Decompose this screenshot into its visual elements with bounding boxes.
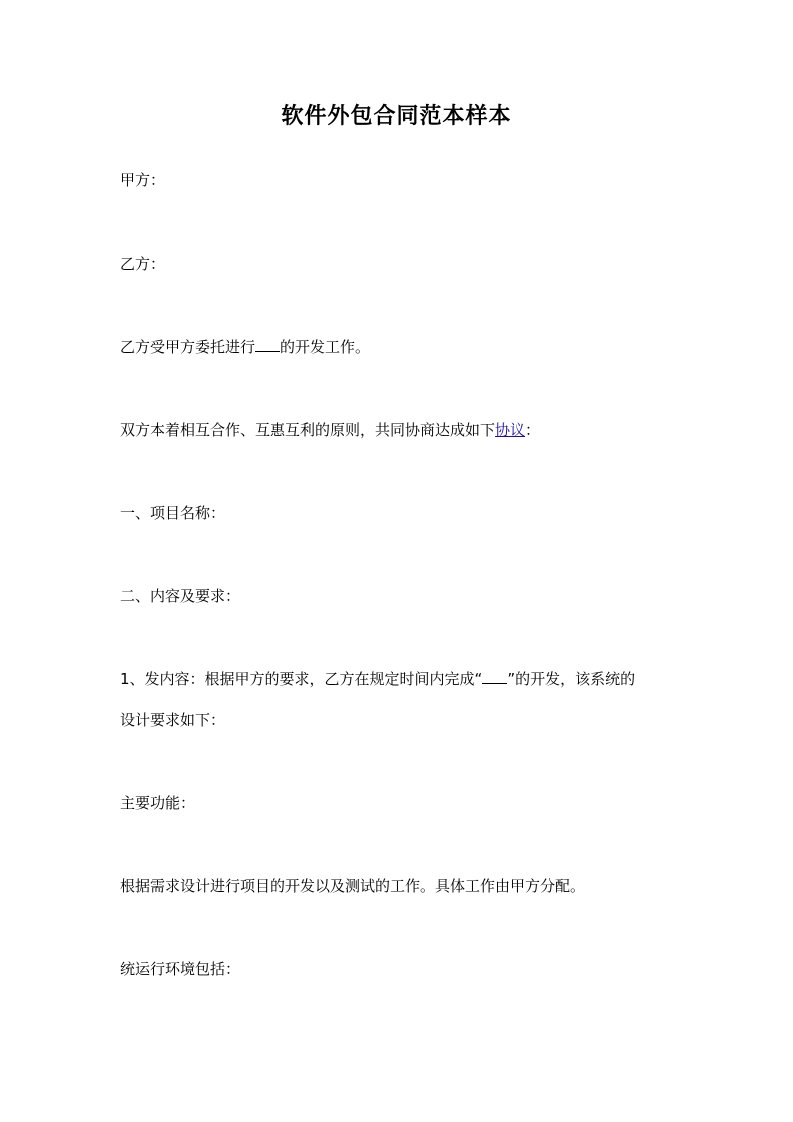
agreement-link[interactable]: 协议 [495,421,526,439]
item1-paragraph [120,669,680,689]
section-one-heading: 一、项目名称： [120,504,226,522]
section-two-heading: 二、内容及要求： [120,587,241,605]
agreement-text-after: ： [525,421,541,439]
party-a-line: 甲方： [120,171,166,189]
item1-line2: 设计要求如下： [120,711,226,729]
entrust-paragraph [120,337,680,357]
document-title: 软件外包合同范本样本 [281,103,512,129]
party-b-line: 乙方： [120,255,166,273]
functions-detail-paragraph: 根据需求设计进行项目的开发以及测试的工作。具体工作由甲方分配。 [120,877,586,895]
item1-text-before: 1、发内容：根据甲方的要求，乙方在规定时间内完成“ [120,670,483,688]
entrust-blank [255,337,280,352]
item1-blank [482,669,507,684]
entrust-text-before: 乙方受甲方委托进行 [120,338,256,356]
agreement-paragraph [120,420,680,440]
entrust-text-after: 的开发工作。 [280,338,371,356]
main-functions-heading: 主要功能： [120,794,196,812]
environment-heading: 统运行环境包括： [120,960,241,978]
item1-text-after: ”的开发，该系统的 [507,670,636,688]
agreement-text-before: 双方本着相互合作、互惠互利的原则，共同协商达成如下 [120,421,496,439]
